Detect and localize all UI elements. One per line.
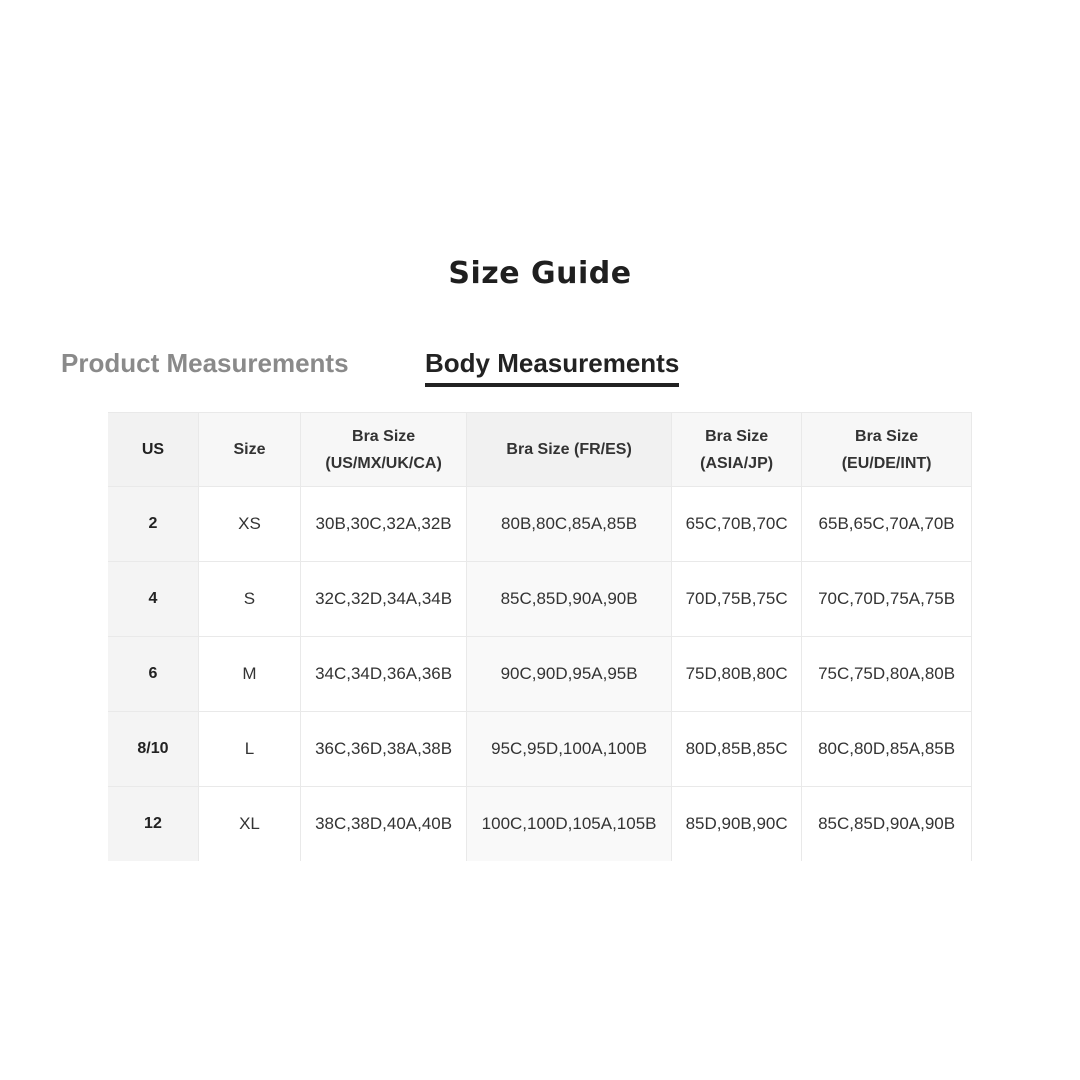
cell-us: 8/10: [108, 712, 198, 787]
column-header-label: Bra Size (FR/ES): [506, 441, 632, 458]
cell-bra-eu: 75C,75D,80A,80B: [802, 637, 972, 712]
cell-us: 4: [108, 562, 198, 637]
column-header-size: [198, 413, 300, 487]
cell-bra-eu: 80C,80D,85A,85B: [802, 712, 972, 787]
column-header-label: Bra Size: [855, 427, 919, 445]
tab-strip: [61, 348, 679, 387]
column-header-sublabel: (ASIA/JP): [700, 454, 774, 472]
column-header-bra-us: [301, 413, 467, 487]
cell-bra-eu: 65B,65C,70A,70B: [802, 487, 972, 562]
column-header-bra-eu: [802, 413, 972, 487]
page-title: Size Guide: [448, 256, 632, 291]
cell-bra-eu: 85C,85D,90A,90B: [802, 787, 972, 862]
size-table-scroll-area[interactable]: [108, 412, 972, 862]
cell-bra-us: 38C,38D,40A,40B: [301, 787, 467, 862]
cell-bra-us: 34C,34D,36A,36B: [301, 637, 467, 712]
column-header-label: Bra Size: [705, 427, 769, 445]
table-row: [108, 487, 972, 562]
cell-bra-eu: 70C,70D,75A,75B: [802, 562, 972, 637]
cell-size: S: [198, 562, 300, 637]
cell-size: XL: [198, 787, 300, 862]
tab-product-measurements[interactable]: Product Measurements: [61, 348, 349, 378]
table-row: [108, 787, 972, 862]
cell-bra-us: 36C,36D,38A,38B: [301, 712, 467, 787]
table-header-row: [108, 413, 972, 487]
cell-size: M: [198, 637, 300, 712]
cell-bra-us: 30B,30C,32A,32B: [301, 487, 467, 562]
column-header-bra-fr: [467, 413, 672, 487]
cell-bra-us: 32C,32D,34A,34B: [301, 562, 467, 637]
cell-bra-fr: 80B,80C,85A,85B: [467, 487, 672, 562]
cell-bra-fr: 95C,95D,100A,100B: [467, 712, 672, 787]
tab-body-measurements[interactable]: Body Measurements: [425, 348, 679, 387]
cell-bra-asia: 80D,85B,85C: [672, 712, 802, 787]
cell-size: L: [198, 712, 300, 787]
tab-bar: [61, 348, 972, 396]
cell-size: XS: [198, 487, 300, 562]
cell-bra-asia: 70D,75B,75C: [672, 562, 802, 637]
column-header-label: US: [141, 441, 165, 458]
cell-us: 2: [108, 487, 198, 562]
cell-bra-asia: 65C,70B,70C: [672, 487, 802, 562]
column-header-us: [108, 413, 198, 487]
table-row: [108, 562, 972, 637]
cell-us: 6: [108, 637, 198, 712]
column-header-label: Bra Size: [352, 427, 416, 445]
table-row: [108, 637, 972, 712]
cell-bra-fr: 85C,85D,90A,90B: [467, 562, 672, 637]
cell-bra-asia: 75D,80B,80C: [672, 637, 802, 712]
column-header-label: Size: [233, 441, 266, 458]
cell-bra-fr: 90C,90D,95A,95B: [467, 637, 672, 712]
column-header-bra-asia: [672, 413, 802, 487]
cell-bra-fr: 100C,100D,105A,105B: [467, 787, 672, 862]
column-header-sublabel: (EU/DE/INT): [841, 454, 932, 472]
column-header-sublabel: (US/MX/UK/CA): [325, 454, 442, 472]
table-row: [108, 712, 972, 787]
cell-us: 12: [108, 787, 198, 862]
cell-bra-asia: 85D,90B,90C: [672, 787, 802, 862]
size-table: [108, 412, 972, 861]
